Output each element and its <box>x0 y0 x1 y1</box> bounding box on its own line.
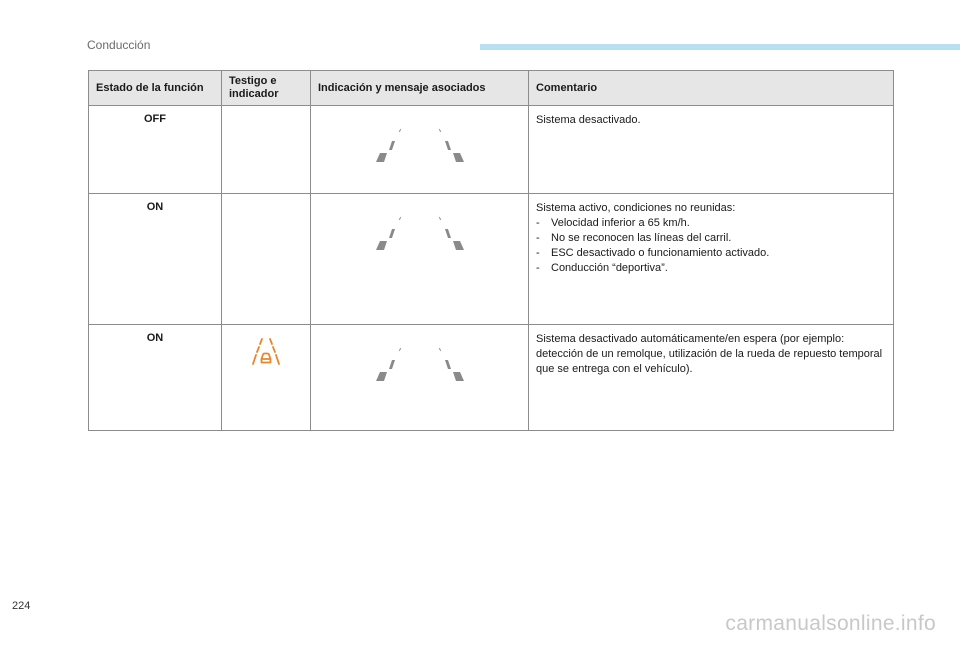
comment-cell <box>529 325 894 431</box>
state-cell: ON <box>89 325 222 431</box>
lane-lines-grey-icon <box>372 347 468 381</box>
watermark: carmanualsonline.info <box>725 612 936 635</box>
lane-lines-grey-icon <box>372 128 468 162</box>
section-title: Conducción <box>87 38 151 52</box>
indicator-cell <box>222 194 311 325</box>
state-cell: ON <box>89 194 222 325</box>
table-row <box>89 106 894 194</box>
list-item: - Velocidad inferior a 65 km/h. <box>536 216 886 231</box>
section-header-bar <box>480 44 960 50</box>
display-cell <box>311 325 529 431</box>
header-indicator-line1: Testigo e <box>229 75 277 87</box>
lane-keeping-warning-orange-icon <box>249 337 283 367</box>
state-cell: OFF <box>89 106 222 194</box>
table-row <box>89 194 894 325</box>
header-display: Indicación y mensaje asociados <box>311 71 529 106</box>
header-indicator <box>222 71 311 106</box>
header-comment: Comentario <box>529 71 894 106</box>
page-number: 224 <box>12 600 31 612</box>
table-row <box>89 325 894 431</box>
table-header-row <box>89 71 894 106</box>
list-item: - ESC desactivado o funcionamiento activado. <box>536 246 886 261</box>
comment-intro: Sistema desactivado automáticamente/en espera (por ejemplo: detección de un remolque, utilización de la rueda de repuesto temporal que se entrega con el vehículo). <box>536 333 883 375</box>
display-cell <box>311 106 529 194</box>
comment-list <box>536 216 886 276</box>
comment-cell <box>529 106 894 194</box>
list-item: - Conducción “deportiva”. <box>536 261 886 276</box>
header-state: Estado de la función <box>89 71 222 106</box>
header-indicator-line2: indicador <box>229 88 279 100</box>
function-status-table <box>88 70 894 431</box>
display-cell <box>311 194 529 325</box>
indicator-cell <box>222 325 311 431</box>
indicator-cell <box>222 106 311 194</box>
comment-intro: Sistema desactivado. <box>536 114 641 126</box>
list-item: - No se reconocen las líneas del carril. <box>536 231 886 246</box>
comment-cell <box>529 194 894 325</box>
lane-lines-grey-icon <box>372 216 468 250</box>
comment-intro: Sistema activo, condiciones no reunidas: <box>536 202 736 214</box>
